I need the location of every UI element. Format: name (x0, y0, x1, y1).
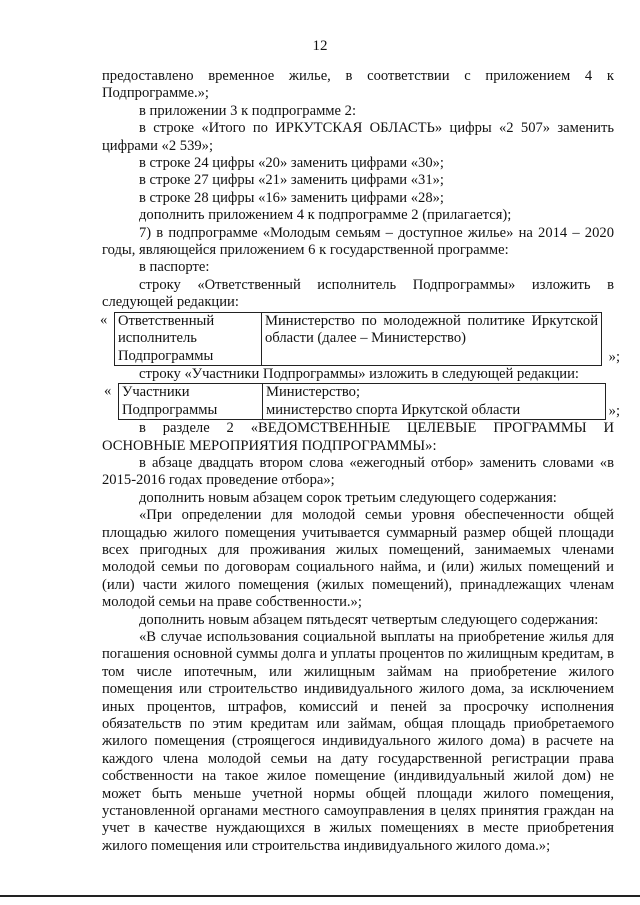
paragraph: «В случае использования социальной выплаты на приобретение жилья для погашения основной суммы долга и уплаты процентов по жилищным кредитам, в том числе ипотечным, или жилищным займам на приобретение жилого помещения или строительство индивидуального жилого дома, за исключением иных процентов, штрафов, комиссий и пеней за просрочку исполнения обязательств по этим кредитам или займам, общая площадь приобретаемого жилого помещения (строящегося индивидуального жилого дома) в расчете на каждого члена молодой семьи на дату государственной регистрации права собственности на такое жилое помещение (индивидуальный жилой дом) не может быть меньше учетной нормы общей площади жилого помещения, установленной органами местного самоуправления в целях принятия граждан на учет в качестве нуждающихся в жилых помещениях в месте приобретения жилого помещения или строительства индивидуального жилого дома.»; (102, 629, 614, 854)
table-responsible-executor (114, 312, 602, 366)
table-cell-line: Министерство; (266, 384, 361, 401)
paragraph: в строке «Итого по ИРКУТСКАЯ ОБЛАСТЬ» цифры «2 507» заменить цифрами «2 539»; (102, 120, 614, 154)
open-quote: « (100, 311, 108, 328)
table-cell-line: министерство спорта Иркутской области (266, 401, 521, 418)
close-quote: »; (608, 402, 620, 419)
paragraph: строку «Ответственный исполнитель Подпрограммы» изложить в следующей редакции: (102, 276, 614, 311)
paragraph: в разделе 2 «ВЕДОМСТВЕННЫЕ ЦЕЛЕВЫЕ ПРОГРАММЫ И ОСНОВНЫЕ МЕРОПРИЯТИЯ ПОДПРОГРАММЫ»: (102, 420, 614, 454)
page-number: 12 (312, 38, 328, 54)
paragraph: строку «Участники Подпрограммы» изложить в следующей редакции: (139, 365, 579, 382)
open-quote: « (104, 383, 112, 400)
paragraph: в строке 27 цифры «21» заменить цифрами «31»; (139, 172, 444, 189)
paragraph: дополнить приложением 4 к подпрограмме 2 (прилагается); (139, 207, 512, 224)
document-body (100, 68, 620, 855)
paragraph: дополнить новым абзацем сорок третьим следующего содержания: (139, 489, 557, 506)
paragraph: в строке 28 цифры «16» заменить цифрами «28»; (139, 189, 444, 206)
table-cell-label: Ответственный исполнитель Подпрограммы (115, 312, 262, 365)
table-cell-label: Участники Подпрограммы (119, 384, 263, 420)
paragraph: в абзаце двадцать втором слова «ежегодный отбор» заменить словами «в 2015-2016 годах проведение отбора»; (102, 454, 614, 489)
paragraph: предоставлено временное жилье, в соответствии с приложением 4 к Подпрограмме.»; (102, 68, 614, 102)
paragraph: в паспорте: (139, 259, 210, 276)
table-cell-value: Министерство по молодежной политике Иркутской области (далее – Министерство) (262, 312, 602, 365)
paragraph: дополнить новым абзацем пятьдесят четвертым следующего содержания: (139, 611, 599, 628)
table-participants (118, 383, 606, 420)
page-bottom-divider (0, 895, 640, 897)
paragraph: «При определении для молодой семьи уровня обеспеченности общей площадью жилого помещения учитывается суммарный размер общей площади всех пригодных для проживания жилых помещений, занимаемых членами молодой семьи по договорам социального найма, и (или) жилых помещений и (или) части жилого помещения (жилых помещений), принадлежащих членам молодой семьи на праве собственности.»; (102, 507, 614, 611)
passport-table-participants (102, 383, 620, 420)
passport-table-responsible (100, 311, 620, 366)
close-quote: »; (608, 348, 620, 365)
paragraph: в строке 24 цифры «20» заменить цифрами «30»; (139, 155, 444, 172)
paragraph: в приложении 3 к подпрограмме 2: (139, 102, 357, 119)
table-cell-value (263, 384, 606, 420)
paragraph: 7) в подпрограмме «Молодым семьям – доступное жилье» на 2014 – 2020 годы, являющейся приложением 6 к государственной программе: (102, 224, 614, 259)
